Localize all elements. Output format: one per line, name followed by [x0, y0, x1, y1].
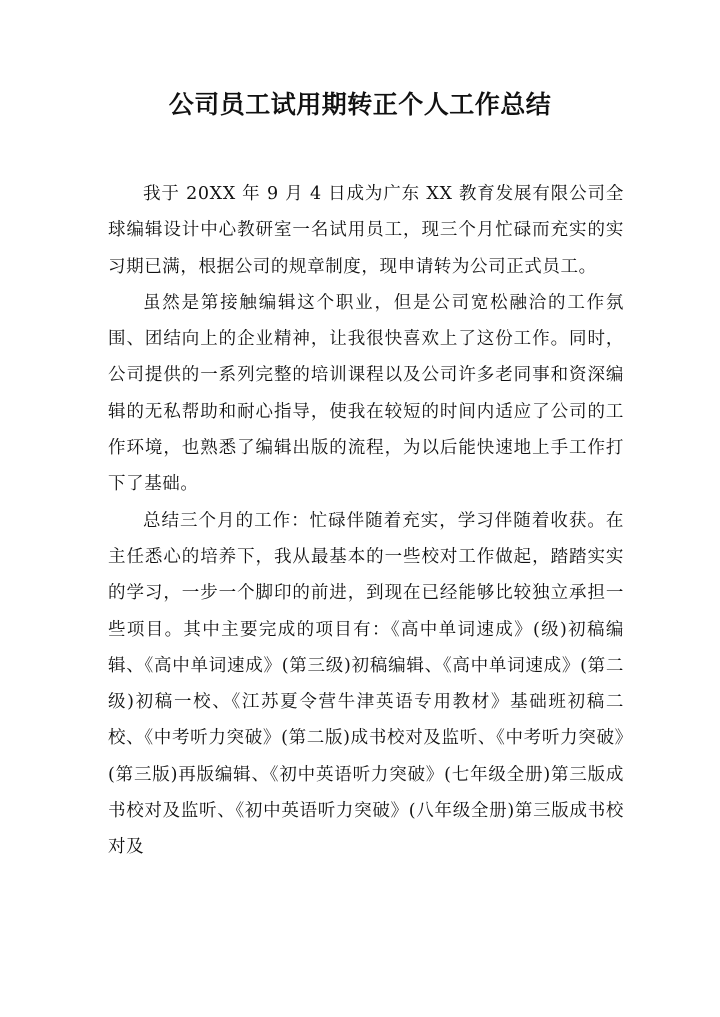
paragraph-work-summary: 总结三个月的工作：忙碌伴随着充实，学习伴随着收获。在主任悉心的培养下，我从最基本的一些校对工作做起，踏踏实实的学习，一步一个脚印的前进，到现在已经能够比较独立承担一些项目。其中主要完成的项目有：《高中单词速成》(级)初稿编辑、《高中单词速成》(第三级)初稿编辑、《高中单词速成》(第二级)初稿一校、《江苏夏令营牛津英语专用教材》基础班初稿二校、《中考听力突破》(第二版)成书校对及监听、《中考听力突破》(第三版)再版编辑、《初中英语听力突破》(七年级全册)第三版成书校对及监听、《初中英语听力突破》(八年级全册)第三版成书校对及	[108, 510, 624, 858]
paragraph-intro: 我于 20XX 年 9 月 4 日成为广东 XX 教育发展有限公司全球编辑设计中心教研室一名试用员工，现三个月忙碌而充实的实习期已满，根据公司的规章制度，现申请转为公司正式员工。	[108, 184, 624, 277]
paragraph-work-environment: 虽然是第接触编辑这个职业，但是公司宽松融洽的工作氛围、团结向上的企业精神，让我很快喜欢上了这份工作。同时，公司提供的一系列完整的培训课程以及公司许多老同事和资深编辑的无私帮助和耐心指导，使我在较短的时间内适应了公司的工作环境，也熟悉了编辑出版的流程，为以后能快速地上手工作打下了基础。	[108, 292, 624, 495]
document-title: 公司员工试用期转正个人工作总结	[168, 90, 552, 119]
document-body	[108, 176, 624, 866]
